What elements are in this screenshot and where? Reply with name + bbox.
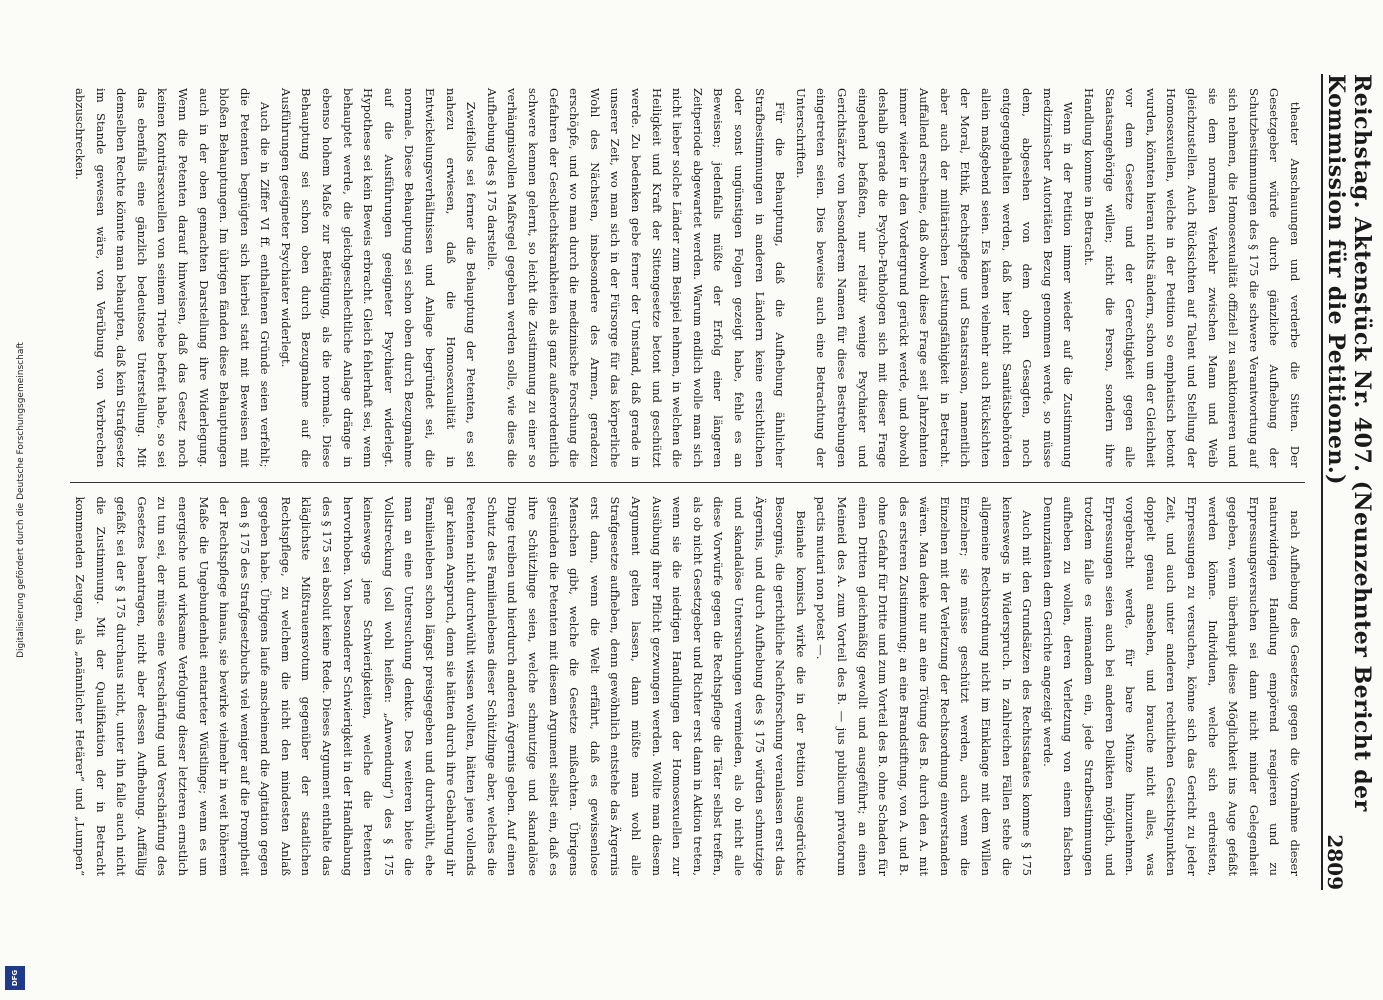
running-title: Reichstag. Aktenstück Nr. 407. (Neunzehnter Bericht der Kommission für die Petitionen.) (1323, 74, 1375, 812)
paragraph: theater Anschauungen und verderbe die Sitten. Der Gesetzgeber würde durch gänzliche Aufhebung der Schutzbestimmungen des § 175 die schwere Verantwortung auf sich nehmen, die Homosexualität offiziell zu sanktionieren und sie dem normalen Verkehr zwischen Mann und Weib gleichzustellen. Auch Rücksichten auf Talent und Stellung der Homosexuellen, welche in der Petition so emphatisch betont wurden, könnten hieran nichts ändern, schon um der Gleichheit vor dem Gesetze und der Gerechtigkeit gegen alle Staatsangehörige willen; nicht die Person, sondern ihre Handlung komme in Betracht. (1082, 88, 1302, 468)
paragraph: Auch die in Ziffer VI ff. enthaltenen Gründe seien verfehlt; die Petenten begnügten sich hierbei statt mit Beweisen mit bloßen Behauptungen. Im übrigen fänden diese Behauptungen auch in der oben gemachten Darstellung ihre Widerlegung. Wenn die Petenten darauf hinweisen, daß das Gesetz noch keinen Konträrsexuellen von seinem Triebe befreit habe, so sei das ebenfalls eine gänzlich bedeutsose Unterstellung. Mit demselben Rechte könnte man behaupten, daß kein Strafgesetz im Stande gewesen wäre, von Verübung von Verbrechen abzuschrecken. (72, 88, 273, 468)
column-left (70, 74, 1305, 482)
page-number: 2809 (1323, 834, 1347, 890)
column-right (70, 483, 1305, 891)
logo-text: DFG (11, 969, 19, 987)
paragraph: Wenn in der Petition immer wieder auf die Zustimmung medizinischer Autoritäten Bezug genommen werde, so müsse dem, abgesehen von dem oben Gesagten, noch entgegengehalten werden, daß hier nicht Sanitätsbehörden allein maßgebend seien. Es kämen vielmehr auch Rücksichten der Moral, Ethik, Rechtspflege und Staatsraison, namentlich aber auch der militärischen Leistungsfähigkeit in Betracht. Auffallend erscheine, daß obwohl diese Frage seit Jahrzehnten immer wieder in den Vordergrund gerückt werde, und obwohl deshalb gerade die Psycho-Pathologen sich mit dieser Frage eingehend befaßten, nur relativ wenige Psychiater und Gerichtsärzte von besonderem Namen für diese Bestrebungen eingetreten seien. Dies beweise auch eine Betrachtung der Unterschriften. (793, 88, 1076, 468)
text-columns (70, 74, 1305, 890)
paragraph: Beinahe komisch wirke die in der Petition ausgedrückte Besorgnis, die gerichtliche Nachforschung veranlassen erst das Ärgernis, und durch Aufhebung des § 175 würden schmutzige und skandalöse Untersuchungen vermieden, als ob nicht alle diese Vorwürfe gegen die Rechtspflege die Täter selbst treffen, als ob nicht Gesetzgeber und Richter erst dann in Aktion treten, wenn sie die niedrigen Handlungen der Homosexuellen zur Ausübung ihrer Pflicht gezwungen werden. Wollte man diesem Argument gelten lassen, dann müßte man wohl alle Strafgesetze aufheben, denn gewöhnlich entstehe das Ärgernis erst dann, wenn die Welt erfährt, daß es gewissenlose Menschen gibt, welche die Gesetze mißachten. Übrigens gestünden die Petenten mit diesem Argument selbst ein, daß es ihre Schützlinge seien, welche schmutzige und skandalöse Dinge treiben und hierdurch anderen Ärgernis geben. Auf einen Schutz des Familienlebens dieser Schützlinge aber, welches die Petenten nicht durchwühlt wissen wollten, hätten jene vollends gar keinen Anspruch, denn sie hätten durch ihre Gebahrung ihr Familienleben schon längst preisgegeben und durchwühlt, ehe man an eine Untersuchung denkte. Des weiteren biete die Vollstreckung (soll wohl heißen: „Anwendung“) des § 175 keineswegs jene Schwierigkeiten, welche die Petenten hervorhoben. Von besonderer Schwierigkeit in der Handhabung des § 175 sei absolut keine Rede. Dieses Argument enthalte das kläglichste Mißtrauensvotum gegenüber der staatlichen Rechtspflege, zu welchem die nicht den mindesten Anlaß gegeben habe. Übrigens laufe anscheinend die Agitation gegen den § 175 des Strafgesetzbuchs viel weniger auf die Promptheit der Rechtspflege hinaus, sie bewirke vielmehr in weit höherem Maße die Ungebundenheit entarteter Wüstlinge; wenn es um energische und wirksame Verfolgung dieser letzteren ernstlich zu tun sei, der müsse eine Verschärfung und Verschärfung des Gesetzes beantragen, nicht aber dessen Aufhebung. Auffällig gefaßt sei der § 175 durchaus nicht, unter ihn falle auch nicht die Zustimmung. Mit der Qualifikation der in Betracht kommenden Zeugen, als „männlicher Hetärer“ und „Lumpen“ (72, 496, 808, 876)
paragraph: Für die Behauptung, daß die Aufhebung ähnlicher Strafbestimmungen in anderen Ländern keine ersichtlichen oder sonst ungünstigen Folgen gezeigt habe, fehle es an Beweisen; jedenfalls müßte der Erfolg einer längeren Zeitperiode abgewartet werden. Warum endlich wolle man sich nicht lieber solche Länder zum Beispiel nehmen, in welchen die Heiligkeit und Kraft der Sittengesetze betont und geschützt werde. Zu bedenken gebe ferner der Umstand, daß gerade in unserer Zeit, wo man sich in der Fürsorge für das körperliche Wohl des Nächsten, insbesondere des Armen, geradezu erschöpfe, und wo man durch die medizinische Forschung die Gefahren der Geschlechtskrankheiten als ganz außerordentlich schwere kennen gelernt, so leicht die Zustimmung zu einer so verhängnisvollen Maßregel gegeben werden solle, wie dies die Aufhebung des § 175 darstelle. (484, 88, 788, 468)
digitization-credit (10, 0, 32, 1000)
paragraph: Zweifellos sei ferner die Behauptung der Petenten, es sei nahezu erwiesen, daß die Homosexualität in Entwickelungsverhältnissen und Anlage begründet sei, die normale. Diese Behauptung sei schon oben durch Bezugnahme auf die Ausführungen geeigneter Psychiater widerlegt. Hypothese sei kein Beweis erbracht. Gleich fehlerhaft sei, wenn behauptet werde, die gleichgeschlechtliche Anlage dränge in ebenso hohem Maße zur Betätigung, als die normale. Diese Behauptung sei schon oben durch Bezugnahme auf die Ausführungen geeigneter Psychiater widerlegt. (278, 88, 479, 468)
page-header (1321, 74, 1375, 890)
credit-text: Digitalisierung gefördert durch die Deutsche Forschungsgemeinschaft (16, 342, 27, 658)
paragraph: nach Aufhebung des Gesetzes gegen die Vornahme dieser naturwidrigen Handlung empörend reagieren und zu Erpressungsversuchen sei dann nicht minder Gelegenheit gegeben, wenn überhaupt diese Möglichkeit ins Auge gefaßt werden könne. Individuen, welche sich erdreisten, Erpressungen zu versuchen, könne sich das Gericht zu jeder Zeit, und auch unter anderen rechtlichen Gesichtspunkten doppelt genau ansehen, und brauche nicht alles, was vorgebracht werde, für bare Münze hinzunehmen. Erpressungen seien auch bei anderen Delikten möglich, und trotzdem falle es niemandem ein, jede Strafbestimmungen aufheben zu wollen, deren Verletzung von einem falschen Denunzianten dem Gerichte angezeigt werde. (1040, 496, 1302, 876)
dfg-logo (5, 966, 25, 990)
paragraph: Auch mit den Grundsätzen des Rechtsstaates komme § 175 keineswegs in Widerspruch. In zahlreichen Fällen stehe die allgemeine Rechtsordnung nicht im Einklange mit dem Willen Einzelner; sie müsse geschützt werden, auch wenn die Einzelnen mit der Verletzung der Rechtsordnung einverstanden wären. Man denke nur an eine Tötung des B. durch den A. mit des ersteren Zustimmung; an eine Brandstiftung, von A. und B. ohne Gefahr für Dritte und zum Vorteil des B. ohne Schaden für einen Dritten gleichmäßig gewollt und ausgeführt; an einen Meineid des A. zum Vorteil des B. — jus publicum privatorum pactis mutari non potest —. (814, 496, 1035, 876)
